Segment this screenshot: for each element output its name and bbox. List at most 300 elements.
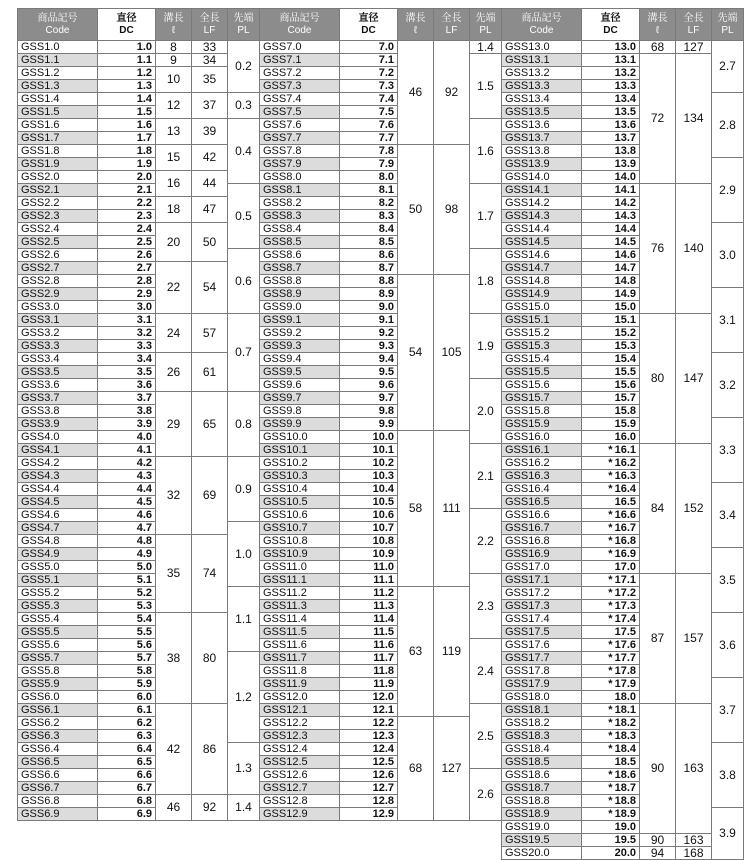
product-code: GSS10.5 (260, 496, 340, 509)
product-code: GSS18.4 (502, 743, 582, 756)
product-code: GSS9.8 (260, 405, 340, 418)
diameter-value: * 17.4 (582, 613, 640, 626)
product-code: GSS15.5 (502, 366, 582, 379)
point-length: 0.8 (228, 392, 260, 457)
overall-length: 39 (192, 119, 228, 145)
product-code: GSS14.2 (502, 197, 582, 210)
overall-length: 98 (434, 145, 470, 275)
asterisk-mark: * (608, 443, 613, 456)
flute-length: 24 (156, 314, 192, 353)
product-code: GSS16.0 (502, 431, 582, 444)
product-code: GSS18.8 (502, 795, 582, 808)
diameter-value: 7.1 (340, 54, 398, 67)
product-code: GSS2.6 (18, 249, 98, 262)
diameter-value: * 16.3 (582, 470, 640, 483)
diameter-value: 10.8 (340, 535, 398, 548)
product-code: GSS11.0 (260, 561, 340, 574)
product-code: GSS6.3 (18, 730, 98, 743)
product-code: GSS16.6 (502, 509, 582, 522)
product-code: GSS3.3 (18, 340, 98, 353)
diameter-value: 6.1 (98, 704, 156, 717)
product-code: GSS11.5 (260, 626, 340, 639)
diameter-value: * 17.8 (582, 665, 640, 678)
product-code: GSS8.4 (260, 223, 340, 236)
product-code: GSS16.5 (502, 496, 582, 509)
product-code: GSS12.4 (260, 743, 340, 756)
product-code: GSS6.2 (18, 717, 98, 730)
product-code: GSS5.7 (18, 652, 98, 665)
header-code: 商品記号 Code (18, 9, 98, 41)
table-row (18, 613, 260, 626)
diameter-value: 12.3 (340, 730, 398, 743)
flute-length: 32 (156, 457, 192, 535)
flute-length: 50 (398, 145, 434, 275)
diameter-value: 4.2 (98, 457, 156, 470)
spec-table-1 (17, 8, 260, 821)
overall-length: 86 (192, 704, 228, 795)
diameter-value: 2.4 (98, 223, 156, 236)
diameter-value: * 18.8 (582, 795, 640, 808)
product-code: GSS18.1 (502, 704, 582, 717)
flute-length: 84 (640, 444, 676, 574)
product-code: GSS10.3 (260, 470, 340, 483)
overall-length: 168 (676, 847, 712, 860)
diameter-value: 8.7 (340, 262, 398, 275)
asterisk-mark: * (608, 586, 613, 599)
product-code: GSS3.7 (18, 392, 98, 405)
product-code: GSS15.7 (502, 392, 582, 405)
diameter-value: * 17.1 (582, 574, 640, 587)
product-code: GSS8.2 (260, 197, 340, 210)
asterisk-mark: * (608, 456, 613, 469)
asterisk-mark: * (608, 768, 613, 781)
diameter-value: 9.3 (340, 340, 398, 353)
product-code: GSS8.9 (260, 288, 340, 301)
product-code: GSS17.8 (502, 665, 582, 678)
product-code: GSS8.7 (260, 262, 340, 275)
product-code: GSS13.2 (502, 67, 582, 80)
diameter-value: 5.1 (98, 574, 156, 587)
asterisk-mark: * (608, 729, 613, 742)
overall-length: 69 (192, 457, 228, 535)
product-code: GSS6.0 (18, 691, 98, 704)
product-code: GSS18.6 (502, 769, 582, 782)
header-code: 商品記号 Code (502, 9, 582, 41)
asterisk-mark: * (608, 807, 613, 820)
product-code: GSS7.8 (260, 145, 340, 158)
diameter-value: * 16.2 (582, 457, 640, 470)
diameter-value: 2.6 (98, 249, 156, 262)
product-code: GSS18.9 (502, 808, 582, 821)
diameter-value: 5.5 (98, 626, 156, 639)
diameter-value: 13.3 (582, 80, 640, 93)
table-row (260, 431, 502, 444)
diameter-value: 4.4 (98, 483, 156, 496)
point-length: 3.3 (712, 418, 744, 483)
diameter-value: 13.8 (582, 145, 640, 158)
product-code: GSS6.1 (18, 704, 98, 717)
product-code: GSS7.9 (260, 158, 340, 171)
product-code: GSS10.8 (260, 535, 340, 548)
product-code: GSS13.6 (502, 119, 582, 132)
header-pl: 先端 PL (470, 9, 502, 41)
product-code: GSS2.7 (18, 262, 98, 275)
overall-length: 37 (192, 93, 228, 119)
product-code: GSS17.3 (502, 600, 582, 613)
product-code: GSS17.7 (502, 652, 582, 665)
product-code: GSS10.2 (260, 457, 340, 470)
diameter-value: 18.0 (582, 691, 640, 704)
product-code: GSS18.0 (502, 691, 582, 704)
flute-length: 18 (156, 197, 192, 223)
asterisk-mark: * (608, 677, 613, 690)
asterisk-mark: * (608, 469, 613, 482)
product-code: GSS7.1 (260, 54, 340, 67)
product-code: GSS10.0 (260, 431, 340, 444)
asterisk-mark: * (608, 794, 613, 807)
diameter-value: 7.8 (340, 145, 398, 158)
product-code: GSS12.1 (260, 704, 340, 717)
point-length: 3.9 (712, 808, 744, 860)
product-code: GSS3.0 (18, 301, 98, 314)
asterisk-mark: * (608, 716, 613, 729)
product-code: GSS17.4 (502, 613, 582, 626)
diameter-value: 11.0 (340, 561, 398, 574)
product-code: GSS14.9 (502, 288, 582, 301)
diameter-value: 3.6 (98, 379, 156, 392)
diameter-value: 6.0 (98, 691, 156, 704)
table-row (502, 704, 744, 717)
point-length: 0.6 (228, 249, 260, 314)
product-code: GSS14.0 (502, 171, 582, 184)
product-code: GSS5.1 (18, 574, 98, 587)
asterisk-mark: * (608, 573, 613, 586)
point-length: 3.4 (712, 483, 744, 548)
diameter-value: 1.1 (98, 54, 156, 67)
point-length: 2.6 (470, 769, 502, 821)
diameter-value: 11.9 (340, 678, 398, 691)
product-code: GSS1.2 (18, 67, 98, 80)
diameter-value: 1.6 (98, 119, 156, 132)
flute-length: 26 (156, 353, 192, 392)
flute-length: 9 (156, 54, 192, 67)
table-row (18, 314, 260, 327)
table-row (502, 444, 744, 457)
table-row (18, 197, 260, 210)
diameter-value: 7.3 (340, 80, 398, 93)
product-code: GSS16.8 (502, 535, 582, 548)
point-length: 1.1 (228, 587, 260, 652)
product-code: GSS12.7 (260, 782, 340, 795)
flute-length: 38 (156, 613, 192, 704)
diameter-value: 8.4 (340, 223, 398, 236)
product-code: GSS16.1 (502, 444, 582, 457)
product-code: GSS15.0 (502, 301, 582, 314)
overall-length: 57 (192, 314, 228, 353)
product-code: GSS14.4 (502, 223, 582, 236)
diameter-value: 13.4 (582, 93, 640, 106)
point-length: 1.7 (470, 184, 502, 249)
product-code: GSS8.3 (260, 210, 340, 223)
header-l: 溝長 ℓ (398, 9, 434, 41)
diameter-value: 1.9 (98, 158, 156, 171)
overall-length: 140 (676, 184, 712, 314)
overall-length: 47 (192, 197, 228, 223)
diameter-value: * 17.7 (582, 652, 640, 665)
diameter-value: 10.3 (340, 470, 398, 483)
flute-length: 10 (156, 67, 192, 93)
product-code: GSS10.1 (260, 444, 340, 457)
table-row (260, 41, 502, 54)
asterisk-mark: * (608, 612, 613, 625)
diameter-value: 8.5 (340, 236, 398, 249)
diameter-value: 9.1 (340, 314, 398, 327)
diameter-value: 8.3 (340, 210, 398, 223)
flute-length: 12 (156, 93, 192, 119)
header-lf: 全長 LF (434, 9, 470, 41)
overall-length: 42 (192, 145, 228, 171)
diameter-value: 7.5 (340, 106, 398, 119)
diameter-value: 9.9 (340, 418, 398, 431)
table-row (18, 535, 260, 548)
diameter-value: 15.1 (582, 314, 640, 327)
flute-length: 22 (156, 262, 192, 314)
product-code: GSS4.2 (18, 457, 98, 470)
product-code: GSS3.4 (18, 353, 98, 366)
table-row (502, 54, 744, 67)
diameter-value: 2.1 (98, 184, 156, 197)
diameter-value: 17.0 (582, 561, 640, 574)
product-code: GSS1.3 (18, 80, 98, 93)
overall-length: 54 (192, 262, 228, 314)
diameter-value: * 18.4 (582, 743, 640, 756)
product-code: GSS2.3 (18, 210, 98, 223)
table-row (260, 587, 502, 600)
product-code: GSS8.5 (260, 236, 340, 249)
product-code: GSS2.5 (18, 236, 98, 249)
diameter-value: 15.4 (582, 353, 640, 366)
point-length: 3.1 (712, 288, 744, 353)
diameter-value: 8.9 (340, 288, 398, 301)
point-length: 2.2 (470, 509, 502, 574)
diameter-value: 18.5 (582, 756, 640, 769)
flute-length: 13 (156, 119, 192, 145)
product-code: GSS10.4 (260, 483, 340, 496)
diameter-value: 10.2 (340, 457, 398, 470)
table-row (502, 41, 744, 54)
product-code: GSS9.3 (260, 340, 340, 353)
point-length: 1.4 (228, 795, 260, 821)
flute-length: 54 (398, 275, 434, 431)
point-length: 0.9 (228, 457, 260, 522)
diameter-value: 8.1 (340, 184, 398, 197)
diameter-value: 3.9 (98, 418, 156, 431)
product-code: GSS15.3 (502, 340, 582, 353)
diameter-value: 9.7 (340, 392, 398, 405)
diameter-value: 11.8 (340, 665, 398, 678)
diameter-value: 5.6 (98, 639, 156, 652)
product-code: GSS9.9 (260, 418, 340, 431)
table-row (18, 119, 260, 132)
product-code: GSS9.5 (260, 366, 340, 379)
diameter-value: 6.6 (98, 769, 156, 782)
header-dc: 直径 DC (98, 9, 156, 41)
product-code: GSS1.4 (18, 93, 98, 106)
product-code: GSS9.0 (260, 301, 340, 314)
diameter-value: 2.0 (98, 171, 156, 184)
product-code: GSS7.4 (260, 93, 340, 106)
product-code: GSS5.0 (18, 561, 98, 574)
point-length: 2.0 (470, 379, 502, 444)
overall-length: 163 (676, 834, 712, 847)
diameter-value: 10.0 (340, 431, 398, 444)
product-code: GSS1.1 (18, 54, 98, 67)
diameter-value: 10.5 (340, 496, 398, 509)
diameter-value: 7.0 (340, 41, 398, 54)
diameter-value: 13.6 (582, 119, 640, 132)
diameter-value: * 16.6 (582, 509, 640, 522)
header-dc: 直径 DC (340, 9, 398, 41)
product-code: GSS2.9 (18, 288, 98, 301)
table-row (18, 262, 260, 275)
product-code: GSS13.1 (502, 54, 582, 67)
product-code: GSS4.6 (18, 509, 98, 522)
diameter-value: 6.7 (98, 782, 156, 795)
point-length: 2.1 (470, 444, 502, 509)
diameter-value: 6.3 (98, 730, 156, 743)
diameter-value: 7.9 (340, 158, 398, 171)
flute-length: 42 (156, 704, 192, 795)
overall-length: 44 (192, 171, 228, 197)
overall-length: 119 (434, 587, 470, 717)
diameter-value: 5.8 (98, 665, 156, 678)
diameter-value: 5.0 (98, 561, 156, 574)
diameter-value: 1.5 (98, 106, 156, 119)
diameter-value: 12.6 (340, 769, 398, 782)
product-code: GSS12.8 (260, 795, 340, 808)
product-code: GSS17.1 (502, 574, 582, 587)
diameter-value: 15.0 (582, 301, 640, 314)
diameter-value: 8.2 (340, 197, 398, 210)
table-row (502, 574, 744, 587)
diameter-value: * 17.2 (582, 587, 640, 600)
product-code: GSS15.6 (502, 379, 582, 392)
product-code: GSS4.8 (18, 535, 98, 548)
product-code: GSS17.2 (502, 587, 582, 600)
flute-length: 46 (398, 41, 434, 145)
product-code: GSS14.5 (502, 236, 582, 249)
diameter-value: 12.7 (340, 782, 398, 795)
product-code: GSS7.7 (260, 132, 340, 145)
point-length: 2.9 (712, 158, 744, 223)
product-code: GSS3.5 (18, 366, 98, 379)
product-code: GSS14.7 (502, 262, 582, 275)
product-code: GSS13.8 (502, 145, 582, 158)
point-length: 0.5 (228, 184, 260, 249)
product-code: GSS11.3 (260, 600, 340, 613)
diameter-value: 3.4 (98, 353, 156, 366)
diameter-value: 5.7 (98, 652, 156, 665)
product-code: GSS8.6 (260, 249, 340, 262)
diameter-value: 3.3 (98, 340, 156, 353)
spec-table-2 (259, 8, 502, 821)
product-code: GSS8.0 (260, 171, 340, 184)
product-code: GSS6.7 (18, 782, 98, 795)
product-code: GSS1.6 (18, 119, 98, 132)
product-code: GSS2.8 (18, 275, 98, 288)
product-code: GSS1.0 (18, 41, 98, 54)
diameter-value: 14.8 (582, 275, 640, 288)
overall-length: 34 (192, 54, 228, 67)
diameter-value: 2.8 (98, 275, 156, 288)
product-code: GSS12.3 (260, 730, 340, 743)
overall-length: 163 (676, 704, 712, 834)
diameter-value: 8.8 (340, 275, 398, 288)
table-row (260, 145, 502, 158)
diameter-value: 5.3 (98, 600, 156, 613)
table-row (18, 795, 260, 808)
diameter-value: 11.2 (340, 587, 398, 600)
overall-length: 147 (676, 314, 712, 444)
diameter-value: 4.9 (98, 548, 156, 561)
product-code: GSS1.7 (18, 132, 98, 145)
product-code: GSS5.3 (18, 600, 98, 613)
diameter-value: 15.8 (582, 405, 640, 418)
product-code: GSS15.2 (502, 327, 582, 340)
header-code: 商品記号 Code (260, 9, 340, 41)
table-row (502, 184, 744, 197)
asterisk-mark: * (608, 703, 613, 716)
product-code: GSS10.6 (260, 509, 340, 522)
product-code: GSS11.7 (260, 652, 340, 665)
product-code: GSS13.5 (502, 106, 582, 119)
product-code: GSS12.0 (260, 691, 340, 704)
table-row (18, 353, 260, 366)
overall-length: 35 (192, 67, 228, 93)
product-code: GSS12.2 (260, 717, 340, 730)
product-code: GSS2.0 (18, 171, 98, 184)
diameter-value: 10.7 (340, 522, 398, 535)
diameter-value: 9.6 (340, 379, 398, 392)
asterisk-mark: * (608, 508, 613, 521)
product-code: GSS4.5 (18, 496, 98, 509)
asterisk-mark: * (608, 638, 613, 651)
diameter-value: 5.9 (98, 678, 156, 691)
diameter-value: 12.5 (340, 756, 398, 769)
diameter-value: 6.5 (98, 756, 156, 769)
point-length: 1.5 (470, 54, 502, 119)
table-row (502, 834, 744, 847)
diameter-value: 14.9 (582, 288, 640, 301)
table-row (18, 41, 260, 54)
product-code: GSS14.8 (502, 275, 582, 288)
diameter-value: 19.0 (582, 821, 640, 834)
diameter-value: 4.8 (98, 535, 156, 548)
product-code: GSS3.2 (18, 327, 98, 340)
product-code: GSS4.7 (18, 522, 98, 535)
header-lf: 全長 LF (192, 9, 228, 41)
product-code: GSS14.1 (502, 184, 582, 197)
diameter-value: 4.7 (98, 522, 156, 535)
table-row (18, 704, 260, 717)
asterisk-mark: * (608, 599, 613, 612)
table-row (260, 275, 502, 288)
diameter-value: 10.9 (340, 548, 398, 561)
product-code: GSS8.1 (260, 184, 340, 197)
flute-length: 16 (156, 171, 192, 197)
point-length: 3.5 (712, 548, 744, 613)
diameter-value: 8.0 (340, 171, 398, 184)
